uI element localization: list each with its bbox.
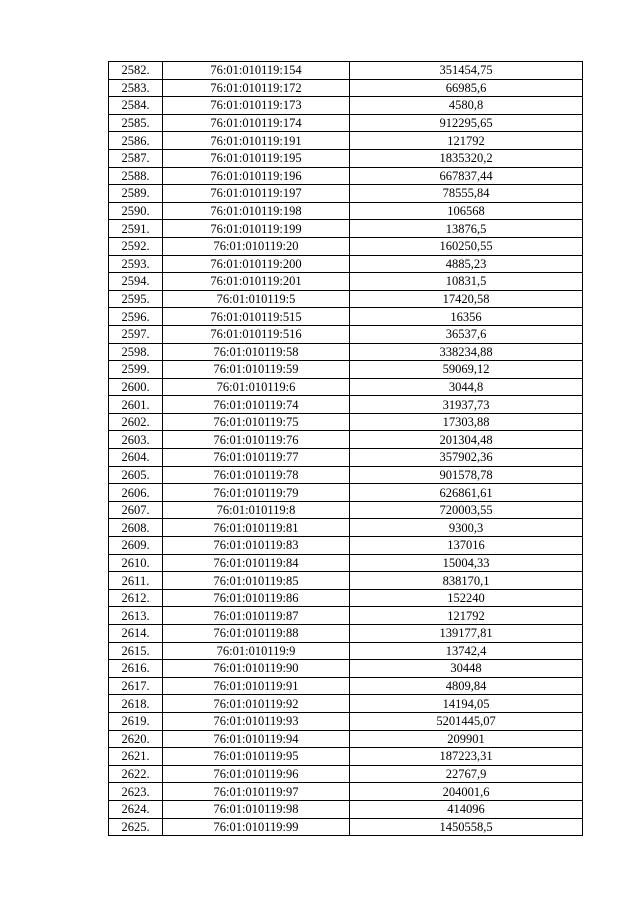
- table-row: [109, 79, 583, 97]
- row-number-cell: 2604.: [109, 449, 163, 467]
- table-row: [109, 466, 583, 484]
- cadastral-number-cell: 76:01:010119:58: [163, 343, 350, 361]
- table-row: [109, 237, 583, 255]
- cadastral-value-cell: 10831,5: [350, 273, 583, 291]
- cadastral-number-cell: 76:01:010119:516: [163, 325, 350, 343]
- table-row: [109, 625, 583, 643]
- row-number-cell: 2608.: [109, 519, 163, 537]
- cadastral-value-cell: 17420,58: [350, 290, 583, 308]
- row-number-cell: 2612.: [109, 589, 163, 607]
- cadastral-number-cell: 76:01:010119:20: [163, 237, 350, 255]
- row-number-cell: 2583.: [109, 79, 163, 97]
- cadastral-value-cell: 66985,6: [350, 79, 583, 97]
- cadastral-number-cell: 76:01:010119:154: [163, 62, 350, 80]
- cadastral-value-cell: 357902,36: [350, 449, 583, 467]
- table-row: [109, 519, 583, 537]
- table-row: [109, 396, 583, 414]
- table-row: [109, 62, 583, 80]
- table-row: [109, 361, 583, 379]
- cadastral-number-cell: 76:01:010119:195: [163, 149, 350, 167]
- row-number-cell: 2615.: [109, 642, 163, 660]
- row-number-cell: 2614.: [109, 625, 163, 643]
- cadastral-number-cell: 76:01:010119:85: [163, 572, 350, 590]
- table-row: [109, 378, 583, 396]
- table-row: [109, 167, 583, 185]
- cadastral-value-cell: 3044,8: [350, 378, 583, 396]
- cadastral-value-cell: 209901: [350, 730, 583, 748]
- cadastral-number-cell: 76:01:010119:59: [163, 361, 350, 379]
- cadastral-number-cell: 76:01:010119:8: [163, 501, 350, 519]
- cadastral-value-cell: 4885,23: [350, 255, 583, 273]
- cadastral-number-cell: 76:01:010119:99: [163, 818, 350, 836]
- cadastral-value-cell: 31937,73: [350, 396, 583, 414]
- row-number-cell: 2591.: [109, 220, 163, 238]
- cadastral-number-cell: 76:01:010119:6: [163, 378, 350, 396]
- table-row: [109, 220, 583, 238]
- cadastral-value-cell: 912295,65: [350, 114, 583, 132]
- row-number-cell: 2587.: [109, 149, 163, 167]
- row-number-cell: 2620.: [109, 730, 163, 748]
- cadastral-number-cell: 76:01:010119:97: [163, 783, 350, 801]
- table-body: [109, 62, 583, 836]
- cadastral-value-cell: 17303,88: [350, 413, 583, 431]
- row-number-cell: 2621.: [109, 748, 163, 766]
- cadastral-number-cell: 76:01:010119:174: [163, 114, 350, 132]
- row-number-cell: 2594.: [109, 273, 163, 291]
- row-number-cell: 2619.: [109, 712, 163, 730]
- cadastral-number-cell: 76:01:010119:94: [163, 730, 350, 748]
- cadastral-number-cell: 76:01:010119:95: [163, 748, 350, 766]
- row-number-cell: 2588.: [109, 167, 163, 185]
- cadastral-number-cell: 76:01:010119:78: [163, 466, 350, 484]
- cadastral-number-cell: 76:01:010119:199: [163, 220, 350, 238]
- table-row: [109, 748, 583, 766]
- cadastral-value-cell: 139177,81: [350, 625, 583, 643]
- table-row: [109, 765, 583, 783]
- table-row: [109, 537, 583, 555]
- cadastral-number-cell: 76:01:010119:76: [163, 431, 350, 449]
- cadastral-number-cell: 76:01:010119:201: [163, 273, 350, 291]
- cadastral-value-cell: 667837,44: [350, 167, 583, 185]
- cadastral-value-cell: 838170,1: [350, 572, 583, 590]
- cadastral-value-cell: 121792: [350, 607, 583, 625]
- cadastral-value-cell: 351454,75: [350, 62, 583, 80]
- cadastral-number-cell: 76:01:010119:93: [163, 712, 350, 730]
- cadastral-number-cell: 76:01:010119:98: [163, 800, 350, 818]
- cadastral-value-cell: 4580,8: [350, 97, 583, 115]
- row-number-cell: 2582.: [109, 62, 163, 80]
- row-number-cell: 2617.: [109, 677, 163, 695]
- table-row: [109, 255, 583, 273]
- row-number-cell: 2616.: [109, 660, 163, 678]
- cadastral-number-cell: 76:01:010119:90: [163, 660, 350, 678]
- cadastral-value-cell: 30448: [350, 660, 583, 678]
- cadastral-value-cell: 720003,55: [350, 501, 583, 519]
- table-row: [109, 501, 583, 519]
- cadastral-value-cell: 9300,3: [350, 519, 583, 537]
- cadastral-number-cell: 76:01:010119:84: [163, 554, 350, 572]
- row-number-cell: 2595.: [109, 290, 163, 308]
- table-row: [109, 202, 583, 220]
- table-row: [109, 431, 583, 449]
- table-row: [109, 413, 583, 431]
- cadastral-value-cell: 901578,78: [350, 466, 583, 484]
- table-row: [109, 290, 583, 308]
- table-row: [109, 114, 583, 132]
- row-number-cell: 2625.: [109, 818, 163, 836]
- cadastral-number-cell: 76:01:010119:9: [163, 642, 350, 660]
- cadastral-value-cell: 5201445,07: [350, 712, 583, 730]
- table-row: [109, 660, 583, 678]
- cadastral-number-cell: 76:01:010119:197: [163, 185, 350, 203]
- cadastral-value-cell: 16356: [350, 308, 583, 326]
- cadastral-value-cell: 13742,4: [350, 642, 583, 660]
- cadastral-number-cell: 76:01:010119:196: [163, 167, 350, 185]
- cadastral-value-cell: 78555,84: [350, 185, 583, 203]
- row-number-cell: 2590.: [109, 202, 163, 220]
- row-number-cell: 2601.: [109, 396, 163, 414]
- cadastral-number-cell: 76:01:010119:79: [163, 484, 350, 502]
- row-number-cell: 2589.: [109, 185, 163, 203]
- row-number-cell: 2596.: [109, 308, 163, 326]
- cadastral-value-cell: 22767,9: [350, 765, 583, 783]
- cadastral-number-cell: 76:01:010119:81: [163, 519, 350, 537]
- row-number-cell: 2622.: [109, 765, 163, 783]
- table-row: [109, 642, 583, 660]
- cadastral-value-cell: 152240: [350, 589, 583, 607]
- cadastral-number-cell: 76:01:010119:91: [163, 677, 350, 695]
- table-row: [109, 484, 583, 502]
- cadastral-value-cell: 59069,12: [350, 361, 583, 379]
- cadastral-number-cell: 76:01:010119:74: [163, 396, 350, 414]
- row-number-cell: 2600.: [109, 378, 163, 396]
- row-number-cell: 2602.: [109, 413, 163, 431]
- cadastral-number-cell: 76:01:010119:515: [163, 308, 350, 326]
- row-number-cell: 2606.: [109, 484, 163, 502]
- row-number-cell: 2624.: [109, 800, 163, 818]
- table-row: [109, 273, 583, 291]
- cadastral-value-cell: 106568: [350, 202, 583, 220]
- cadastral-value-cell: 204001,6: [350, 783, 583, 801]
- cadastral-number-cell: 76:01:010119:173: [163, 97, 350, 115]
- cadastral-value-cell: 338234,88: [350, 343, 583, 361]
- table-row: [109, 132, 583, 150]
- table-row: [109, 185, 583, 203]
- cadastral-value-cell: 414096: [350, 800, 583, 818]
- cadastral-number-cell: 76:01:010119:87: [163, 607, 350, 625]
- row-number-cell: 2605.: [109, 466, 163, 484]
- row-number-cell: 2586.: [109, 132, 163, 150]
- row-number-cell: 2623.: [109, 783, 163, 801]
- table-row: [109, 783, 583, 801]
- cadastral-number-cell: 76:01:010119:83: [163, 537, 350, 555]
- table-row: [109, 730, 583, 748]
- row-number-cell: 2610.: [109, 554, 163, 572]
- table-row: [109, 308, 583, 326]
- row-number-cell: 2618.: [109, 695, 163, 713]
- cadastral-number-cell: 76:01:010119:191: [163, 132, 350, 150]
- table-row: [109, 677, 583, 695]
- cadastral-number-cell: 76:01:010119:5: [163, 290, 350, 308]
- cadastral-value-table: [108, 61, 583, 836]
- table-row: [109, 712, 583, 730]
- cadastral-number-cell: 76:01:010119:86: [163, 589, 350, 607]
- cadastral-value-cell: 137016: [350, 537, 583, 555]
- table-row: [109, 607, 583, 625]
- table-row: [109, 97, 583, 115]
- cadastral-value-cell: 121792: [350, 132, 583, 150]
- row-number-cell: 2613.: [109, 607, 163, 625]
- row-number-cell: 2585.: [109, 114, 163, 132]
- cadastral-value-cell: 13876,5: [350, 220, 583, 238]
- cadastral-value-cell: 1450558,5: [350, 818, 583, 836]
- cadastral-number-cell: 76:01:010119:77: [163, 449, 350, 467]
- row-number-cell: 2598.: [109, 343, 163, 361]
- cadastral-value-cell: 187223,31: [350, 748, 583, 766]
- table-row: [109, 149, 583, 167]
- cadastral-number-cell: 76:01:010119:92: [163, 695, 350, 713]
- cadastral-number-cell: 76:01:010119:172: [163, 79, 350, 97]
- cadastral-value-cell: 1835320,2: [350, 149, 583, 167]
- row-number-cell: 2603.: [109, 431, 163, 449]
- cadastral-value-cell: 626861,61: [350, 484, 583, 502]
- cadastral-number-cell: 76:01:010119:200: [163, 255, 350, 273]
- row-number-cell: 2592.: [109, 237, 163, 255]
- table-row: [109, 572, 583, 590]
- row-number-cell: 2599.: [109, 361, 163, 379]
- row-number-cell: 2584.: [109, 97, 163, 115]
- cadastral-value-cell: 160250,55: [350, 237, 583, 255]
- cadastral-number-cell: 76:01:010119:75: [163, 413, 350, 431]
- cadastral-number-cell: 76:01:010119:88: [163, 625, 350, 643]
- row-number-cell: 2611.: [109, 572, 163, 590]
- cadastral-value-cell: 4809,84: [350, 677, 583, 695]
- row-number-cell: 2609.: [109, 537, 163, 555]
- cadastral-value-cell: 14194,05: [350, 695, 583, 713]
- table-row: [109, 695, 583, 713]
- cadastral-number-cell: 76:01:010119:96: [163, 765, 350, 783]
- row-number-cell: 2593.: [109, 255, 163, 273]
- table-row: [109, 343, 583, 361]
- cadastral-value-cell: 36537,6: [350, 325, 583, 343]
- table-row: [109, 818, 583, 836]
- table-row: [109, 589, 583, 607]
- cadastral-number-cell: 76:01:010119:198: [163, 202, 350, 220]
- table-row: [109, 554, 583, 572]
- table-row: [109, 800, 583, 818]
- cadastral-value-cell: 15004,33: [350, 554, 583, 572]
- cadastral-value-cell: 201304,48: [350, 431, 583, 449]
- row-number-cell: 2607.: [109, 501, 163, 519]
- table-row: [109, 325, 583, 343]
- row-number-cell: 2597.: [109, 325, 163, 343]
- table-row: [109, 449, 583, 467]
